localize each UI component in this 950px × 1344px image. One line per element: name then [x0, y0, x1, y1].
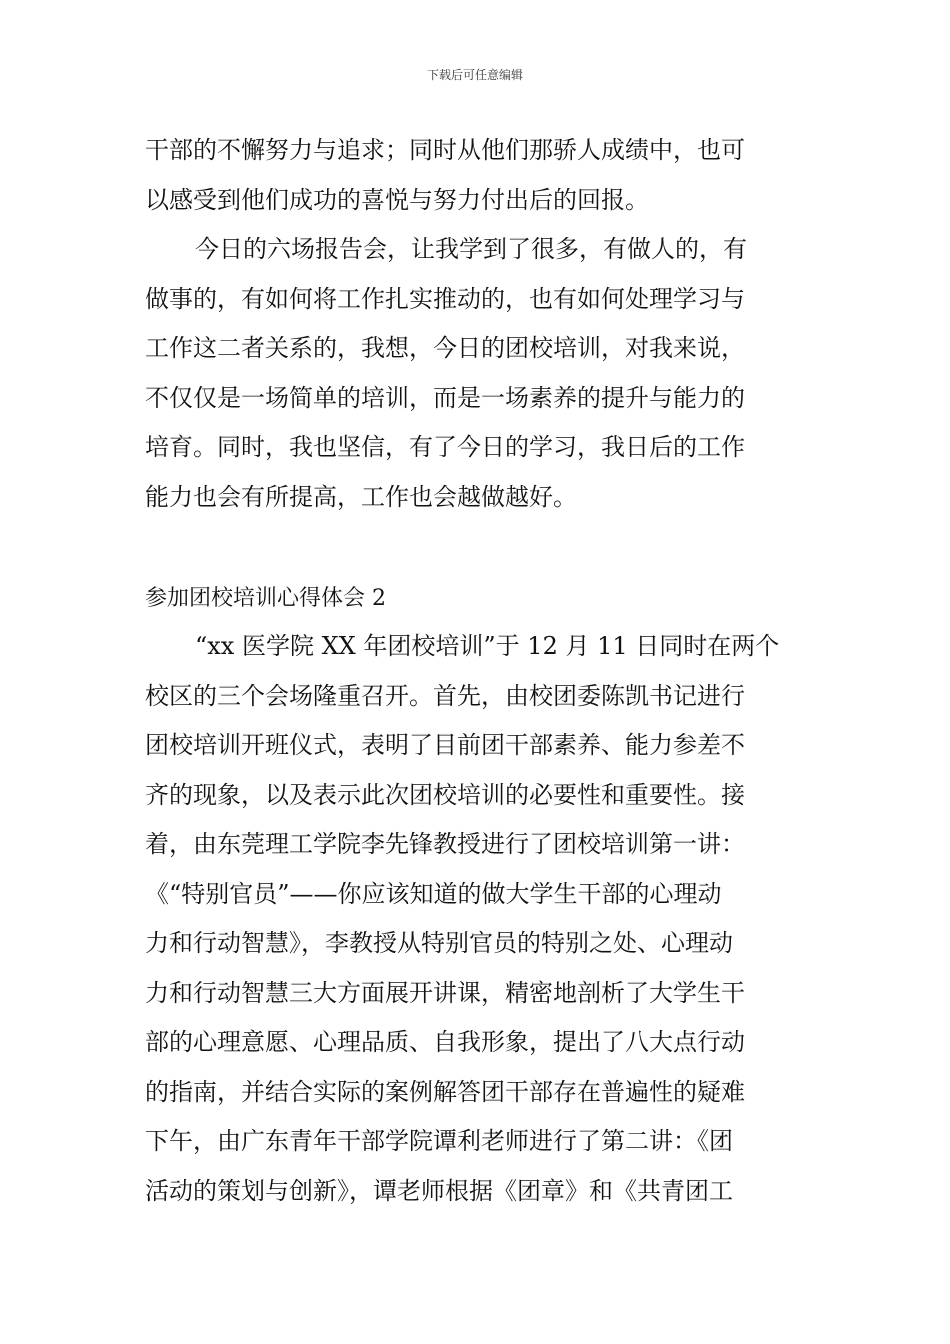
text-line: 部的心理意愿、心理品质、自我形象，提出了八大点行动: [145, 1028, 745, 1056]
text-line: 《“特别官员”——你应该知道的做大学生干部的心理动: [145, 879, 722, 908]
paragraph-block-1: [145, 126, 810, 522]
text-line: 能力也会有所提高，工作也会越做越好。: [145, 482, 577, 511]
text-line: 今日的六场报告会，让我学到了很多，有做人的，有: [195, 235, 747, 263]
text-line: 团校培训开班仪式，表明了目前团干部素养、能力参差不: [145, 731, 745, 759]
text-line: 齐的现象，以及表示此次团校培训的必要性和重要性。接: [145, 780, 745, 809]
text-line: 干部的不懈努力与追求；同时从他们那骄人成绩中，也可: [145, 136, 745, 164]
header-note: 下载后可任意编辑: [426, 68, 523, 82]
section-title: 参加团校培训心得体会 2: [145, 586, 386, 611]
text-line: 活动的策划与创新》，谭老师根据《团章》和《共青团工: [145, 1176, 733, 1205]
text-line: 培育。同时，我也坚信，有了今日的学习，我日后的工作: [145, 433, 745, 461]
paragraph-block-2: [145, 622, 810, 1216]
text-line: 校区的三个会场隆重召开。首先，由校团委陈凯书记进行: [145, 681, 745, 710]
text-line: 着，由东莞理工学院李先锋教授进行了团校培训第一讲：: [145, 830, 745, 858]
text-line: 的指南，并结合实际的案例解答团干部存在普遍性的疑难: [145, 1077, 745, 1106]
text-line: 做事的，有如何将工作扎实推动的，也有如何处理学习与: [145, 284, 745, 313]
text-line: 力和行动智慧三大方面展开讲课，精密地剖析了大学生干: [145, 978, 745, 1007]
text-line: 以感受到他们成功的喜悦与努力付出后的回报。: [145, 185, 649, 214]
text-line: 下午，由广东青年干部学院谭利老师进行了第二讲：《团: [145, 1127, 733, 1155]
text-line: 工作这二者关系的，我想，今日的团校培训，对我来说，: [145, 334, 745, 362]
text-line: 不仅仅是一场简单的培训，而是一场素养的提升与能力的: [145, 383, 745, 412]
text-line: “xx 医学院 XX 年团校培训”于 12 月 11 日同时在两个: [195, 632, 780, 660]
text-line: 力和行动智慧》，李教授从特别官员的特别之处、心理动: [145, 929, 733, 957]
